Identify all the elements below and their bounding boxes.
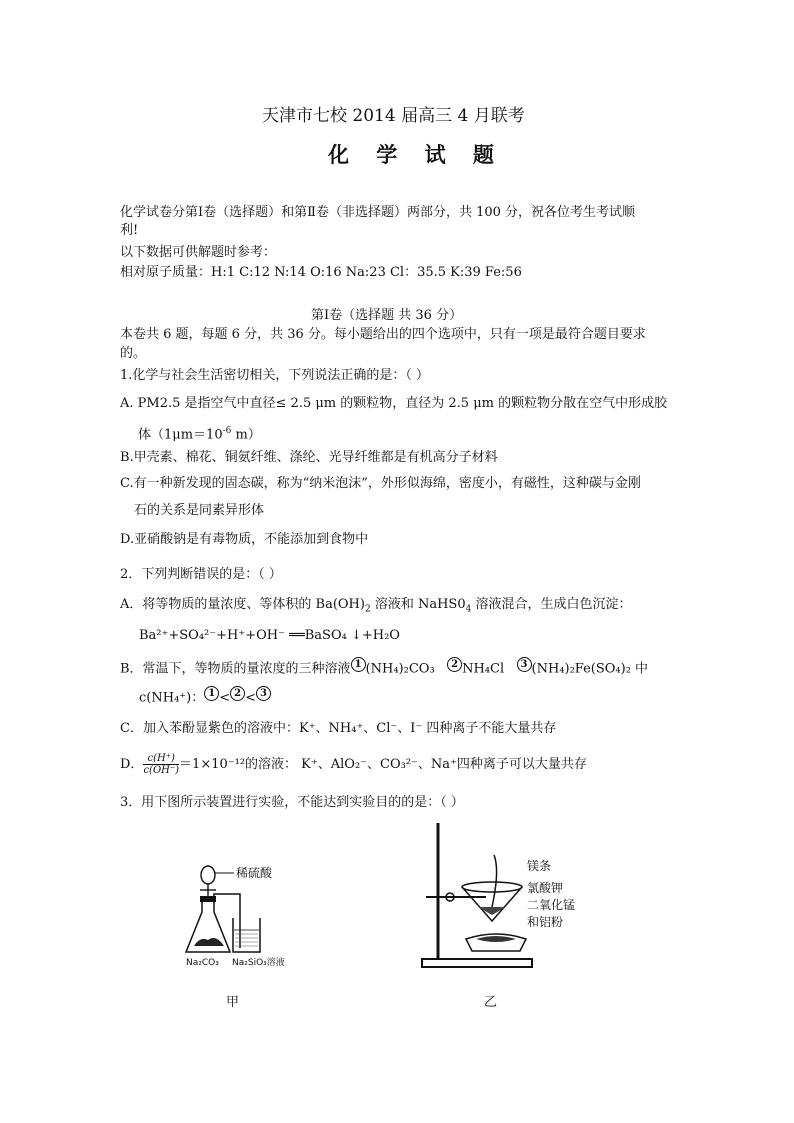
q2-stem: 2．下列判断错误的是：（ ）	[120, 567, 282, 582]
q1-option-a-line1: A. PM2.5 是指空气中直径≤ 2.5 μm 的颗粒物，直径为 2.5 μm 的颗粒物分散在空气中形成胶	[120, 396, 668, 411]
q1-option-c-line2: 石的关系是同素异形体	[134, 503, 265, 518]
q2-option-c: C．加入苯酚显紫色的溶液中：K⁺、NH₄⁺、Cl⁻、I⁻ 四种离子不能大量共存	[120, 721, 557, 736]
circle-number-3: 3	[256, 686, 271, 701]
fraction: $\frac{c(H^+)}{c(OH^-)}$	[143, 753, 180, 776]
q1-option-c-line1: C.有一种新发现的固态碳，称为“纳米泡沫”，外形似海绵，密度小，有磁性，这种碳与金刚	[120, 476, 641, 491]
label-dilute-sulfuric-acid: 稀硫酸	[236, 866, 273, 880]
q2-option-d: D． $\frac{c(H^+)}{c(OH^-)}$ ＝1×10⁻¹²的溶液： K⁺、AlO₂⁻、CO₃²⁻、Na⁺四种离子可以大量共存	[120, 753, 587, 776]
exam-title: 天津市七校 2014 届高三 4 月联考	[262, 106, 525, 126]
label-aluminium-powder: 和铝粉	[527, 915, 564, 929]
label-manganese-dioxide: 二氧化锰	[527, 898, 576, 912]
intro-line-3: 以下数据可供解题时参考：	[120, 245, 277, 260]
q2-option-a-equation: Ba²⁺+SO₄²⁻+H⁺+OH⁻ ══BaSO₄ ↓+H₂O	[139, 628, 400, 643]
section-desc-1: 本卷共 6 题，每题 6 分，共 36 分。每小题给出的四个选项中，只有一项是最符合题目要求	[120, 327, 646, 342]
intro-line-2: 利!	[120, 223, 139, 238]
circle-number-1: 1	[351, 657, 366, 672]
q1-option-a-line2: 体（$1\mu m=10^{-6}$ m）	[138, 426, 261, 443]
label-na2co3: Na₂CO₃	[186, 958, 219, 968]
section-desc-2: 的。	[120, 346, 147, 361]
figure-caption-yi: 乙	[484, 995, 498, 1010]
circle-number-2: 2	[230, 686, 245, 701]
circle-number-2: 2	[447, 657, 462, 672]
intro-line-1: 化学试卷分第Ⅰ卷（选择题）和第Ⅱ卷（非选择题）两部分，共 100 分，祝各位考生考试顺	[120, 205, 636, 220]
section-title: 第Ⅰ卷（选择题 共 36 分）	[311, 308, 463, 323]
q1-option-b: B.甲壳素、棉花、铜氨纤维、涤纶、光导纤维都是有机高分子材料	[120, 450, 498, 465]
label-na2sio3: Na₂SiO₃溶液	[232, 958, 285, 968]
q3-stem: 3．用下图所示装置进行实验，不能达到实验目的的是：（ ）	[120, 795, 464, 810]
q1-option-d: D.亚硝酸钠是有毒物质，不能添加到食物中	[120, 532, 369, 547]
q1-stem: 1.化学与社会生活密切相关，下列说法正确的是：（ ）	[120, 368, 430, 383]
label-potassium-chlorate: 氯酸钾	[527, 881, 564, 895]
q2-option-b-line1: B．常温下，等物质的量浓度的三种溶液 1 (NH₄)₂CO₃ 2 NH₄Cl 3 (NH₄)₂Fe(SO₄)₂ 中	[120, 659, 649, 677]
circle-number-1: 1	[204, 686, 219, 701]
atomic-mass-line: 相对原子质量：H:1 C:12 N:14 O:16 Na:23 Cl：35.5 K:39 Fe:56	[120, 265, 522, 280]
figure-caption-jia: 甲	[226, 995, 240, 1010]
q2-option-b-line2: c(NH₄⁺)： 1 < 2 < 3	[139, 686, 271, 706]
subject-title: 化 学 试 题	[328, 142, 504, 167]
q2-option-a-line1: A．将等物质的量浓度、等体积的 $Ba(OH)_2$ 溶液和 $NaHS0_4$ 溶液混合，生成白色沉淀：	[120, 597, 632, 615]
label-magnesium-strip: 镁条	[527, 859, 552, 873]
circle-number-3: 3	[517, 657, 532, 672]
